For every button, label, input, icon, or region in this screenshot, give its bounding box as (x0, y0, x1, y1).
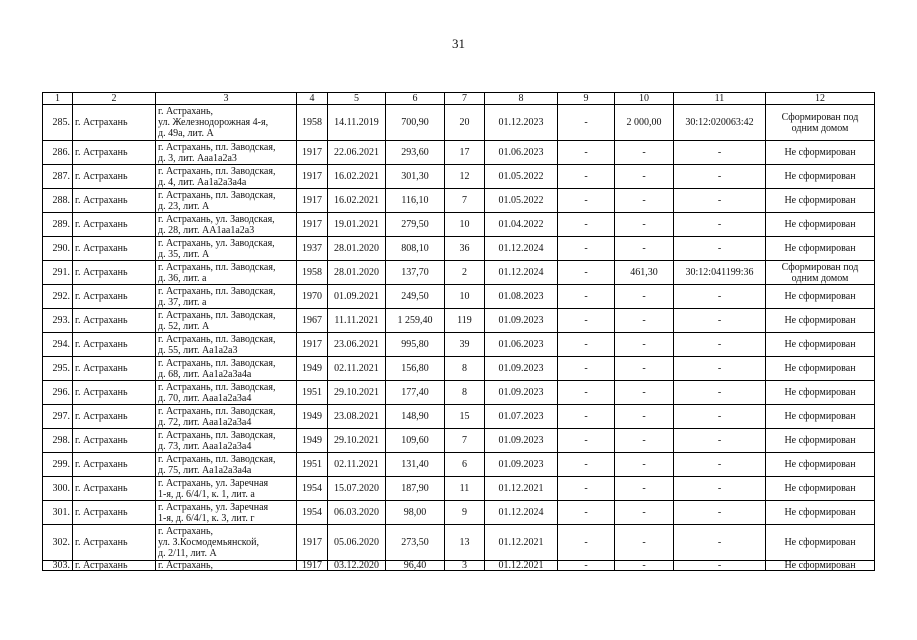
table-row (43, 141, 875, 165)
city-cell: г. Астрахань (73, 501, 156, 525)
area-cell: 187,90 (386, 477, 445, 501)
city-cell: г. Астрахань (73, 561, 156, 571)
city-cell: г. Астрахань (73, 477, 156, 501)
table-row (43, 381, 875, 405)
count-cell: 11 (445, 477, 485, 501)
count-cell: 2 (445, 261, 485, 285)
count-cell: 20 (445, 105, 485, 141)
year-cell: 1949 (297, 357, 328, 381)
row-number: 288. (43, 189, 73, 213)
address-cell: г. Астрахань, пл. Заводская, д. 52, лит. А (156, 309, 297, 333)
address-cell: г. Астрахань, пл. Заводская, д. 55, лит. Аа1а2а3 (156, 333, 297, 357)
city-cell: г. Астрахань (73, 357, 156, 381)
col9-cell: - (558, 561, 615, 571)
col9-cell: - (558, 165, 615, 189)
cadastral-number-cell: - (674, 333, 766, 357)
deadline-cell: 01.09.2023 (485, 381, 558, 405)
table-row (43, 105, 875, 141)
city-cell: г. Астрахань (73, 105, 156, 141)
count-cell: 6 (445, 453, 485, 477)
row-number: 303. (43, 561, 73, 571)
row-number: 294. (43, 333, 73, 357)
city-cell: г. Астрахань (73, 189, 156, 213)
area-cell: 116,10 (386, 189, 445, 213)
area-cell: 156,80 (386, 357, 445, 381)
column-header-7: 7 (445, 93, 485, 105)
status-cell: Не сформирован (766, 405, 875, 429)
city-cell: г. Астрахань (73, 381, 156, 405)
city-cell: г. Астрахань (73, 525, 156, 561)
address-cell: г. Астрахань, пл. Заводская, д. 37, лит. а (156, 285, 297, 309)
address-cell: г. Астрахань, пл. Заводская, д. 23, лит. А (156, 189, 297, 213)
cadastral-number-cell: - (674, 381, 766, 405)
column-header-3: 3 (156, 93, 297, 105)
column-header-8: 8 (485, 93, 558, 105)
table-row (43, 405, 875, 429)
count-cell: 3 (445, 561, 485, 571)
date-cell: 02.11.2021 (328, 453, 386, 477)
col9-cell: - (558, 501, 615, 525)
date-cell: 23.06.2021 (328, 333, 386, 357)
city-cell: г. Астрахань (73, 429, 156, 453)
address-cell: г. Астрахань, ул. Заречная 1-я, д. 6/4/1, к. 3, лит. г (156, 501, 297, 525)
date-cell: 02.11.2021 (328, 357, 386, 381)
row-number: 291. (43, 261, 73, 285)
date-cell: 28.01.2020 (328, 261, 386, 285)
year-cell: 1917 (297, 213, 328, 237)
deadline-cell: 01.05.2022 (485, 165, 558, 189)
col9-cell: - (558, 261, 615, 285)
land-area-cell: - (615, 453, 674, 477)
area-cell: 808,10 (386, 237, 445, 261)
address-cell: г. Астрахань, пл. Заводская, д. 72, лит. Ааа1а2а3а4 (156, 405, 297, 429)
address-cell: г. Астрахань, (156, 561, 297, 571)
city-cell: г. Астрахань (73, 405, 156, 429)
count-cell: 12 (445, 165, 485, 189)
city-cell: г. Астрахань (73, 333, 156, 357)
cadastral-number-cell: - (674, 237, 766, 261)
address-cell: г. Астрахань, пл. Заводская, д. 4, лит. Аа1а2а3а4а (156, 165, 297, 189)
count-cell: 8 (445, 357, 485, 381)
area-cell: 249,50 (386, 285, 445, 309)
deadline-cell: 01.08.2023 (485, 285, 558, 309)
date-cell: 14.11.2019 (328, 105, 386, 141)
deadline-cell: 01.06.2023 (485, 333, 558, 357)
address-cell: г. Астрахань, пл. Заводская, д. 75, лит. Аа1а2а3а4а (156, 453, 297, 477)
city-cell: г. Астрахань (73, 213, 156, 237)
year-cell: 1917 (297, 333, 328, 357)
cadastral-number-cell: - (674, 141, 766, 165)
land-area-cell: - (615, 561, 674, 571)
cadastral-number-cell: - (674, 165, 766, 189)
date-cell: 03.12.2020 (328, 561, 386, 571)
status-cell: Не сформирован (766, 357, 875, 381)
land-area-cell: 461,30 (615, 261, 674, 285)
row-number: 301. (43, 501, 73, 525)
row-number: 296. (43, 381, 73, 405)
row-number: 299. (43, 453, 73, 477)
date-cell: 11.11.2021 (328, 309, 386, 333)
area-cell: 96,40 (386, 561, 445, 571)
address-cell: г. Астрахань, ул. З.Космодемьянской, д. 2/11, лит. А (156, 525, 297, 561)
count-cell: 17 (445, 141, 485, 165)
row-number: 285. (43, 105, 73, 141)
status-cell: Не сформирован (766, 561, 875, 571)
land-area-cell: 2 000,00 (615, 105, 674, 141)
table-row (43, 261, 875, 285)
row-number: 292. (43, 285, 73, 309)
land-area-cell: - (615, 237, 674, 261)
cadastral-number-cell: - (674, 213, 766, 237)
year-cell: 1917 (297, 141, 328, 165)
land-area-cell: - (615, 285, 674, 309)
year-cell: 1958 (297, 261, 328, 285)
address-cell: г. Астрахань, пл. Заводская, д. 73, лит. Ааа1а2а3а4 (156, 429, 297, 453)
cadastral-number-cell: - (674, 189, 766, 213)
table-row (43, 357, 875, 381)
land-area-cell: - (615, 165, 674, 189)
date-cell: 29.10.2021 (328, 429, 386, 453)
area-cell: 700,90 (386, 105, 445, 141)
date-cell: 19.01.2021 (328, 213, 386, 237)
address-cell: г. Астрахань, ул. Заводская, д. 28, лит. АА1аа1а2а3 (156, 213, 297, 237)
address-cell: г. Астрахань, пл. Заводская, д. 68, лит. Аа1а2а3а4а (156, 357, 297, 381)
city-cell: г. Астрахань (73, 141, 156, 165)
status-cell: Сформирован под одним домом (766, 105, 875, 141)
year-cell: 1949 (297, 405, 328, 429)
row-number: 295. (43, 357, 73, 381)
cadastral-number-cell: 30:12:041199:36 (674, 261, 766, 285)
year-cell: 1937 (297, 237, 328, 261)
col9-cell: - (558, 357, 615, 381)
year-cell: 1917 (297, 561, 328, 571)
area-cell: 301,30 (386, 165, 445, 189)
area-cell: 137,70 (386, 261, 445, 285)
address-cell: г. Астрахань, пл. Заводская, д. 36, лит. а (156, 261, 297, 285)
row-number: 289. (43, 213, 73, 237)
count-cell: 7 (445, 189, 485, 213)
area-cell: 177,40 (386, 381, 445, 405)
table-row (43, 165, 875, 189)
cadastral-number-cell: - (674, 357, 766, 381)
cadastral-number-cell: - (674, 309, 766, 333)
land-area-cell: - (615, 333, 674, 357)
deadline-cell: 01.12.2023 (485, 105, 558, 141)
cadastral-number-cell: - (674, 285, 766, 309)
city-cell: г. Астрахань (73, 453, 156, 477)
year-cell: 1951 (297, 453, 328, 477)
deadline-cell: 01.05.2022 (485, 189, 558, 213)
row-number: 290. (43, 237, 73, 261)
table-row (43, 477, 875, 501)
city-cell: г. Астрахань (73, 309, 156, 333)
area-cell: 1 259,40 (386, 309, 445, 333)
address-cell: г. Астрахань, ул. Заречная 1-я, д. 6/4/1, к. 1, лит. а (156, 477, 297, 501)
row-number: 300. (43, 477, 73, 501)
address-cell: г. Астрахань, ул. Железнодорожная 4-я, д. 49а, лит. А (156, 105, 297, 141)
column-header-6: 6 (386, 93, 445, 105)
col9-cell: - (558, 405, 615, 429)
count-cell: 10 (445, 285, 485, 309)
year-cell: 1954 (297, 477, 328, 501)
status-cell: Не сформирован (766, 429, 875, 453)
count-cell: 7 (445, 429, 485, 453)
cadastral-number-cell: - (674, 501, 766, 525)
deadline-cell: 01.06.2023 (485, 141, 558, 165)
land-area-cell: - (615, 501, 674, 525)
row-number: 302. (43, 525, 73, 561)
area-cell: 109,60 (386, 429, 445, 453)
col9-cell: - (558, 333, 615, 357)
cadastral-number-cell: - (674, 429, 766, 453)
year-cell: 1917 (297, 165, 328, 189)
count-cell: 13 (445, 525, 485, 561)
year-cell: 1958 (297, 105, 328, 141)
row-number: 298. (43, 429, 73, 453)
status-cell: Не сформирован (766, 333, 875, 357)
deadline-cell: 01.12.2024 (485, 261, 558, 285)
table-row (43, 429, 875, 453)
col9-cell: - (558, 525, 615, 561)
count-cell: 9 (445, 501, 485, 525)
deadline-cell: 01.12.2021 (485, 477, 558, 501)
status-cell: Не сформирован (766, 309, 875, 333)
col9-cell: - (558, 213, 615, 237)
status-cell: Не сформирован (766, 165, 875, 189)
year-cell: 1954 (297, 501, 328, 525)
land-area-cell: - (615, 429, 674, 453)
col9-cell: - (558, 381, 615, 405)
status-cell: Не сформирован (766, 213, 875, 237)
year-cell: 1951 (297, 381, 328, 405)
col9-cell: - (558, 477, 615, 501)
land-area-cell: - (615, 213, 674, 237)
cadastral-number-cell: - (674, 477, 766, 501)
col9-cell: - (558, 105, 615, 141)
date-cell: 16.02.2021 (328, 165, 386, 189)
deadline-cell: 01.12.2021 (485, 525, 558, 561)
col9-cell: - (558, 237, 615, 261)
count-cell: 10 (445, 213, 485, 237)
date-cell: 22.06.2021 (328, 141, 386, 165)
count-cell: 39 (445, 333, 485, 357)
status-cell: Не сформирован (766, 189, 875, 213)
year-cell: 1970 (297, 285, 328, 309)
deadline-cell: 01.12.2024 (485, 501, 558, 525)
column-header-12: 12 (766, 93, 875, 105)
status-cell: Не сформирован (766, 501, 875, 525)
area-cell: 273,50 (386, 525, 445, 561)
status-cell: Не сформирован (766, 525, 875, 561)
table-row (43, 213, 875, 237)
count-cell: 36 (445, 237, 485, 261)
status-cell: Сформирован под одним домом (766, 261, 875, 285)
cadastral-number-cell: - (674, 561, 766, 571)
year-cell: 1917 (297, 189, 328, 213)
col9-cell: - (558, 189, 615, 213)
land-area-cell: - (615, 405, 674, 429)
cadastral-number-cell: - (674, 525, 766, 561)
column-header-9: 9 (558, 93, 615, 105)
year-cell: 1967 (297, 309, 328, 333)
area-cell: 995,80 (386, 333, 445, 357)
table-row (43, 561, 875, 571)
city-cell: г. Астрахань (73, 237, 156, 261)
area-cell: 98,00 (386, 501, 445, 525)
table-row (43, 285, 875, 309)
area-cell: 279,50 (386, 213, 445, 237)
col9-cell: - (558, 453, 615, 477)
date-cell: 06.03.2020 (328, 501, 386, 525)
status-cell: Не сформирован (766, 477, 875, 501)
deadline-cell: 01.09.2023 (485, 357, 558, 381)
deadline-cell: 01.09.2023 (485, 453, 558, 477)
address-cell: г. Астрахань, пл. Заводская, д. 3, лит. Ааа1а2а3 (156, 141, 297, 165)
table-row (43, 453, 875, 477)
land-area-cell: - (615, 141, 674, 165)
column-header-11: 11 (674, 93, 766, 105)
date-cell: 05.06.2020 (328, 525, 386, 561)
col9-cell: - (558, 141, 615, 165)
deadline-cell: 01.09.2023 (485, 309, 558, 333)
column-header-2: 2 (73, 93, 156, 105)
land-area-cell: - (615, 477, 674, 501)
deadline-cell: 01.12.2021 (485, 561, 558, 571)
area-cell: 293,60 (386, 141, 445, 165)
cadastral-number-cell: 30:12:020063:42 (674, 105, 766, 141)
column-header-10: 10 (615, 93, 674, 105)
table-row (43, 525, 875, 561)
column-header-5: 5 (328, 93, 386, 105)
page-number: 31 (452, 36, 465, 51)
row-number: 286. (43, 141, 73, 165)
col9-cell: - (558, 309, 615, 333)
row-number: 297. (43, 405, 73, 429)
row-number: 293. (43, 309, 73, 333)
date-cell: 15.07.2020 (328, 477, 386, 501)
year-cell: 1917 (297, 525, 328, 561)
land-area-cell: - (615, 189, 674, 213)
deadline-cell: 01.07.2023 (485, 405, 558, 429)
status-cell: Не сформирован (766, 453, 875, 477)
area-cell: 148,90 (386, 405, 445, 429)
column-number-header (43, 93, 875, 105)
count-cell: 15 (445, 405, 485, 429)
col9-cell: - (558, 429, 615, 453)
land-area-cell: - (615, 381, 674, 405)
status-cell: Не сформирован (766, 381, 875, 405)
area-cell: 131,40 (386, 453, 445, 477)
column-header-1: 1 (43, 93, 73, 105)
column-header-4: 4 (297, 93, 328, 105)
date-cell: 29.10.2021 (328, 381, 386, 405)
date-cell: 16.02.2021 (328, 189, 386, 213)
city-cell: г. Астрахань (73, 165, 156, 189)
table-row (43, 333, 875, 357)
date-cell: 28.01.2020 (328, 237, 386, 261)
cadastral-number-cell: - (674, 453, 766, 477)
deadline-cell: 01.12.2024 (485, 237, 558, 261)
table-row (43, 501, 875, 525)
land-area-cell: - (615, 357, 674, 381)
housing-register-table (42, 92, 875, 571)
table-row (43, 309, 875, 333)
year-cell: 1949 (297, 429, 328, 453)
status-cell: Не сформирован (766, 237, 875, 261)
date-cell: 01.09.2021 (328, 285, 386, 309)
row-number: 287. (43, 165, 73, 189)
city-cell: г. Астрахань (73, 261, 156, 285)
land-area-cell: - (615, 525, 674, 561)
deadline-cell: 01.04.2022 (485, 213, 558, 237)
status-cell: Не сформирован (766, 141, 875, 165)
table-row (43, 189, 875, 213)
count-cell: 119 (445, 309, 485, 333)
deadline-cell: 01.09.2023 (485, 429, 558, 453)
date-cell: 23.08.2021 (328, 405, 386, 429)
land-area-cell: - (615, 309, 674, 333)
address-cell: г. Астрахань, пл. Заводская, д. 70, лит. Ааа1а2а3а4 (156, 381, 297, 405)
status-cell: Не сформирован (766, 285, 875, 309)
address-cell: г. Астрахань, ул. Заводская, д. 35, лит. А (156, 237, 297, 261)
city-cell: г. Астрахань (73, 285, 156, 309)
count-cell: 8 (445, 381, 485, 405)
col9-cell: - (558, 285, 615, 309)
table-row (43, 237, 875, 261)
cadastral-number-cell: - (674, 405, 766, 429)
